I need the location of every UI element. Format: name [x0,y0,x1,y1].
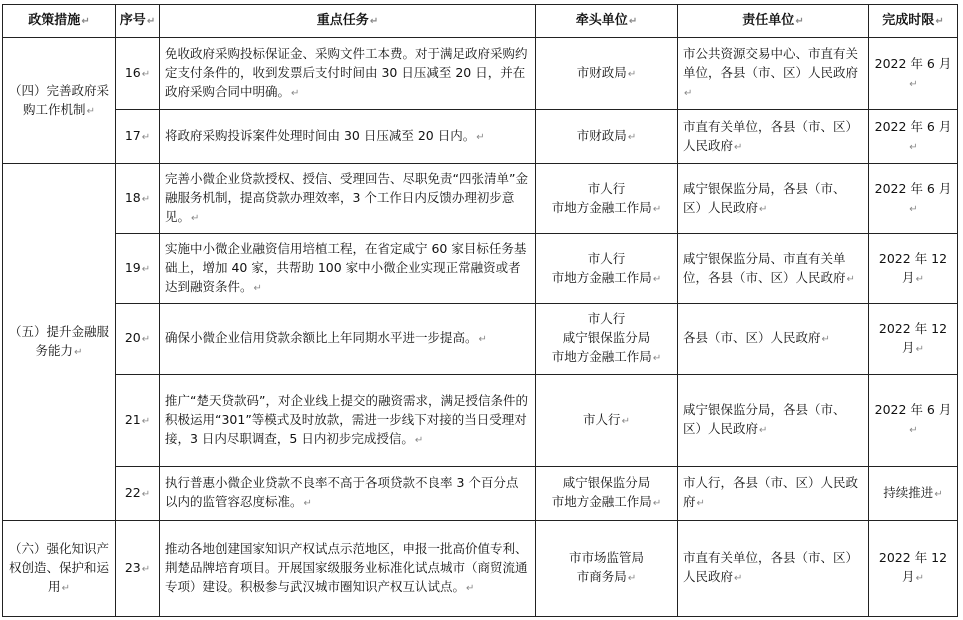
task-cell: 免收政府采购投标保证金、采购文件工本费。对于满足政府采购约定支付条件的，收到发票后支付时间由 30 日压减至 20 日，并在政府采购合同中明确。↵ [160,38,536,110]
responsible-unit-cell: 咸宁银保监分局，各县（市、区）人民政府↵ [678,164,869,234]
deadline-cell: 2022 年 6 月↵ [869,164,958,234]
task-cell: 确保小微企业信用贷款余额比上年同期水平进一步提高。↵ [160,304,536,374]
table-row [3,520,958,616]
responsible-unit-cell: 市人行，各县（市、区）人民政府↵ [678,466,869,520]
task-cell: 完善小微企业贷款授权、授信、受理回告、尽职免责“四张清单”金融服务机制，提高贷款办理效率，3 个工作日内反馈办理初步意见。↵ [160,164,536,234]
header-lead: 牵头单位↵ [536,5,678,38]
lead-unit-cell: 市财政局↵ [536,110,678,164]
task-cell: 执行普惠小微企业贷款不良率不高于各项贷款不良率 3 个百分点以内的监管容忍度标准。↵ [160,466,536,520]
table-row [3,304,958,374]
category-cell: （四）完善政府采购工作机制↵ [3,38,116,164]
row-number: 18↵ [116,164,160,234]
header-policy: 政策措施↵ [3,5,116,38]
responsible-unit-cell: 咸宁银保监分局、市直有关单位，各县（市、区）人民政府↵ [678,234,869,304]
policy-task-table [2,4,958,617]
task-cell: 推广“楚天贷款码”，对企业线上提交的融资需求，满足授信条件的积极运用“301”等模式及时放款，需进一步线下对接的当日受理对接，3 日内尽职调查，5 日内初步完成授信。↵ [160,374,536,466]
header-row [3,5,958,38]
deadline-cell: 2022 年 6 月↵ [869,374,958,466]
category-cell: （五）提升金融服务能力↵ [3,164,116,521]
header-no: 序号↵ [116,5,160,38]
responsible-unit-cell: 市公共资源交易中心、市直有关单位，各县（市、区）人民政府↵ [678,38,869,110]
task-cell: 将政府采购投诉案件处理时间由 30 日压减至 20 日内。↵ [160,110,536,164]
lead-unit-cell: 咸宁银保监分局 市地方金融工作局↵ [536,466,678,520]
table-row [3,38,958,110]
responsible-unit-cell: 市直有关单位，各县（市、区）人民政府↵ [678,110,869,164]
lead-unit-cell: 市人行 市地方金融工作局↵ [536,234,678,304]
lead-unit-cell: 市人行↵ [536,374,678,466]
deadline-cell: 2022 年 12 月↵ [869,304,958,374]
deadline-cell: 2022 年 6 月↵ [869,110,958,164]
row-number: 20↵ [116,304,160,374]
task-cell: 推动各地创建国家知识产权试点示范地区，申报一批高价值专利、荆楚品牌培育项目。开展国家级服务业标准化试点城市（商贸流通专项）建设。积极参与武汉城市圈知识产权互认试点。↵ [160,520,536,616]
header-task: 重点任务↵ [160,5,536,38]
table-row [3,466,958,520]
header-resp: 责任单位↵ [678,5,869,38]
row-number: 22↵ [116,466,160,520]
responsible-unit-cell: 咸宁银保监分局，各县（市、区）人民政府↵ [678,374,869,466]
task-cell: 实施中小微企业融资信用培植工程，在省定咸宁 60 家目标任务基础上，增加 40 家，共帮助 100 家中小微企业实现正常融资或者达到融资条件。↵ [160,234,536,304]
table-row [3,234,958,304]
lead-unit-cell: 市财政局↵ [536,38,678,110]
category-cell: （六）强化知识产权创造、保护和运用↵ [3,520,116,616]
deadline-cell: 持续推进↵ [869,466,958,520]
responsible-unit-cell: 市直有关单位，各县（市、区）人民政府↵ [678,520,869,616]
lead-unit-cell: 市市场监管局 市商务局↵ [536,520,678,616]
responsible-unit-cell: 各县（市、区）人民政府↵ [678,304,869,374]
table-row [3,164,958,234]
lead-unit-cell: 市人行 市地方金融工作局↵ [536,164,678,234]
row-number: 19↵ [116,234,160,304]
header-deadline: 完成时限↵ [869,5,958,38]
lead-unit-cell: 市人行 咸宁银保监分局 市地方金融工作局↵ [536,304,678,374]
deadline-cell: 2022 年 6 月↵ [869,38,958,110]
row-number: 17↵ [116,110,160,164]
table-row [3,110,958,164]
row-number: 23↵ [116,520,160,616]
deadline-cell: 2022 年 12 月↵ [869,520,958,616]
deadline-cell: 2022 年 12 月↵ [869,234,958,304]
table-row [3,374,958,466]
row-number: 16↵ [116,38,160,110]
row-number: 21↵ [116,374,160,466]
